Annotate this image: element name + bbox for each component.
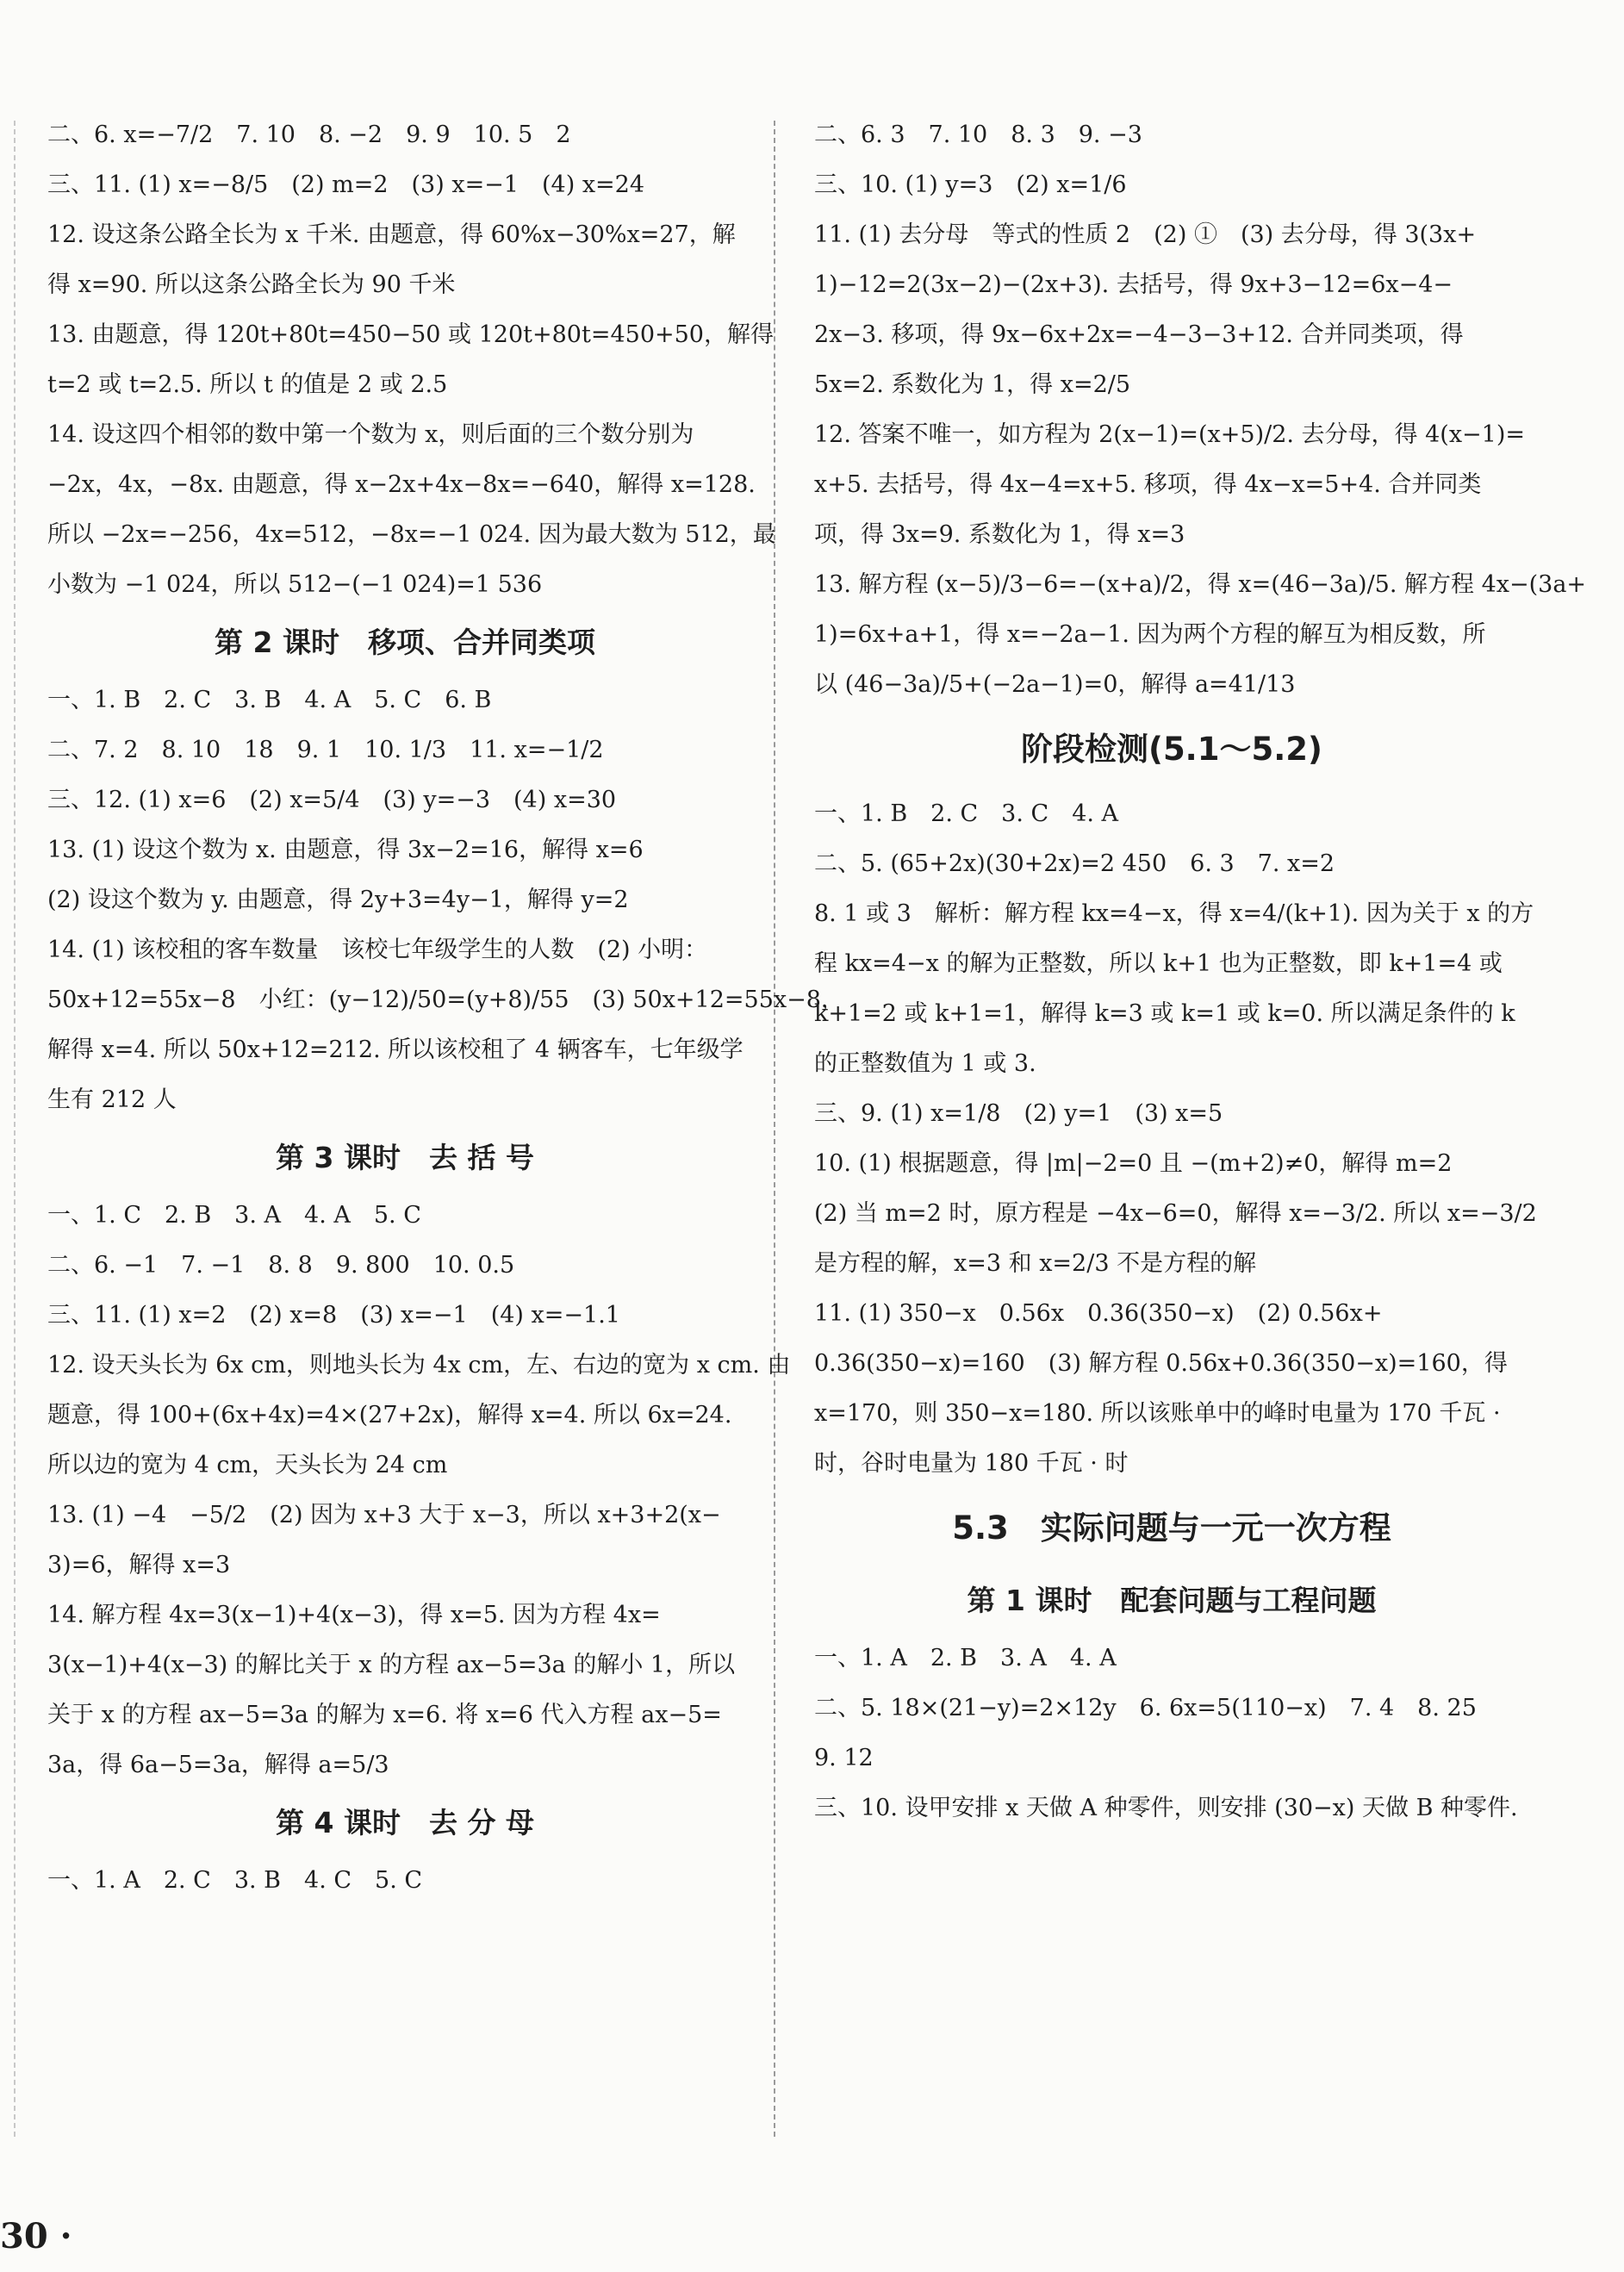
answer-line: 14. 解方程 4x=3(x−1)+4(x−3)，得 x=5. 因为方程 4x= xyxy=(47,1602,661,1628)
answer-line: 三、10. (1) y=3 (2) x=1/6 xyxy=(814,171,1127,198)
answer-line: t=2 或 t=2.5. 所以 t 的值是 2 或 2.5 xyxy=(47,371,448,398)
answer-line: 8. 1 或 3 解析：解方程 kx=4−x，得 x=4/(k+1). 因为关于 x 的方 xyxy=(814,900,1534,927)
answer-line: 一、1. B 2. C 3. C 4. A xyxy=(814,800,1119,827)
answer-line: 3a，得 6a−5=3a，解得 a=5/3 xyxy=(47,1752,389,1778)
answer-line: x+5. 去括号，得 4x−4=x+5. 移项，得 4x−x=5+4. 合并同类 xyxy=(814,471,1482,498)
answer-line: 13. (1) 设这个数为 x. 由题意，得 3x−2=16，解得 x=6 xyxy=(47,837,644,863)
answer-line: 以 (46−3a)/5+(−2a−1)=0，解得 a=41/13 xyxy=(814,671,1296,698)
answer-line: 小数为 −1 024，所以 512−(−1 024)=1 536 xyxy=(47,571,543,598)
answer-line: 0.36(350−x)=160 (3) 解方程 0.56x+0.36(350−x)=160，得 xyxy=(814,1350,1508,1377)
section-heading: 第 1 课时 配套问题与工程问题 xyxy=(967,1584,1377,1617)
answer-line: 得 x=90. 所以这条公路全长为 90 千米 xyxy=(47,271,456,298)
answer-line: 13. 解方程 (x−5)/3−6=−(x+a)/2，得 x=(46−3a)/5. 解方程 4x−(3a+ xyxy=(814,571,1587,598)
answer-line: 项，得 3x=9. 系数化为 1，得 x=3 xyxy=(814,521,1185,548)
answer-line: 12. 设这条公路全长为 x 千米. 由题意，得 60%x−30%x=27，解 xyxy=(47,221,736,248)
answer-line: 二、6. x=−7/2 7. 10 8. −2 9. 9 10. 5 2 xyxy=(47,121,571,148)
answer-line: 二、5. (65+2x)(30+2x)=2 450 6. 3 7. x=2 xyxy=(814,850,1335,877)
answer-line: −2x，4x，−8x. 由题意，得 x−2x+4x−8x=−640，解得 x=128. xyxy=(47,471,756,498)
answer-line: 1)=6x+a+1，得 x=−2a−1. 因为两个方程的解互为相反数，所 xyxy=(814,621,1486,648)
answer-line: 10. (1) 根据题意，得 |m|−2=0 且 −(m+2)≠0，解得 m=2 xyxy=(814,1150,1453,1177)
answer-line: 是方程的解，x=3 和 x=2/3 不是方程的解 xyxy=(814,1250,1257,1277)
answer-line: 14. (1) 该校租的客车数量 该校七年级学生的人数 (2) 小明： xyxy=(47,937,708,963)
answer-line: 一、1. B 2. C 3. B 4. A 5. C 6. B xyxy=(47,687,492,713)
answer-line: 所以 −2x=−256，4x=512，−8x=−1 024. 因为最大数为 512，最 xyxy=(47,521,776,548)
answer-line: 13. (1) −4 −5/2 (2) 因为 x+3 大于 x−3，所以 x+3+2(x− xyxy=(47,1502,721,1528)
answer-line: 13. 由题意，得 120t+80t=450−50 或 120t+80t=450+50，解得 xyxy=(47,321,774,348)
answer-line: 关于 x 的方程 ax−5=3a 的解为 x=6. 将 x=6 代入方程 ax−5= xyxy=(47,1702,722,1728)
answer-line: 12. 答案不唯一，如方程为 2(x−1)=(x+5)/2. 去分母，得 4(x−1)= xyxy=(814,421,1526,448)
answer-line: 50x+12=55x−8 小红：(y−12)/50=(y+8)/55 (3) 50x+12=55x−8， xyxy=(47,987,844,1013)
answer-line: 9. 12 xyxy=(814,1745,874,1771)
answer-line: x=170，则 350−x=180. 所以该账单中的峰时电量为 170 千瓦 · xyxy=(814,1400,1501,1427)
answer-line: 2x−3. 移项，得 9x−6x+2x=−4−3−3+12. 合并同类项，得 xyxy=(814,321,1464,348)
answer-line: 三、11. (1) x=2 (2) x=8 (3) x=−1 (4) x=−1.1 xyxy=(47,1302,620,1329)
answer-line: 三、9. (1) x=1/8 (2) y=1 (3) x=5 xyxy=(814,1100,1223,1127)
section-heading: 第 4 课时 去 分 母 xyxy=(276,1806,534,1839)
answer-line: 题意，得 100+(6x+4x)=4×(27+2x)，解得 x=4. 所以 6x=24. xyxy=(47,1402,732,1429)
section-heading: 第 3 课时 去 括 号 xyxy=(276,1141,534,1174)
column-divider xyxy=(774,121,775,2137)
answer-line: 3(x−1)+4(x−3) 的解比关于 x 的方程 ax−5=3a 的解小 1，所以 xyxy=(47,1652,736,1678)
answer-line: (2) 当 m=2 时，原方程是 −4x−6=0，解得 x=−3/2. 所以 x=−3/2 xyxy=(814,1200,1537,1227)
section-heading: 第 2 课时 移项、合并同类项 xyxy=(215,626,595,659)
answer-line: 11. (1) 去分母 等式的性质 2 (2) ① (3) 去分母，得 3(3x+ xyxy=(814,221,1477,248)
answer-line: k+1=2 或 k+1=1，解得 k=3 或 k=1 或 k=0. 所以满足条件的 k xyxy=(814,1000,1515,1027)
answer-line: 一、1. C 2. B 3. A 4. A 5. C xyxy=(47,1202,421,1229)
page-number: 30 · xyxy=(0,2216,72,2256)
answer-line: 3)=6，解得 x=3 xyxy=(47,1552,231,1578)
answer-line: 三、12. (1) x=6 (2) x=5/4 (3) y=−3 (4) x=30 xyxy=(47,787,617,813)
answer-line: 二、6. 3 7. 10 8. 3 9. −3 xyxy=(814,121,1142,148)
answer-line: 12. 设天头长为 6x cm，则地头长为 4x cm，左、右边的宽为 x cm. 由 xyxy=(47,1352,791,1379)
answer-line: 一、1. A 2. B 3. A 4. A xyxy=(814,1645,1117,1671)
answer-line: (2) 设这个数为 y. 由题意，得 2y+3=4y−1，解得 y=2 xyxy=(47,887,629,913)
binding-margin-dashes xyxy=(14,121,16,2137)
answer-line: 二、7. 2 8. 10 18 9. 1 10. 1/3 11. x=−1/2 xyxy=(47,737,604,763)
answer-line: 解得 x=4. 所以 50x+12=212. 所以该校租了 4 辆客车，七年级学 xyxy=(47,1036,744,1063)
answer-line: 一、1. A 2. C 3. B 4. C 5. C xyxy=(47,1867,423,1894)
answer-line: 时，谷时电量为 180 千瓦 · 时 xyxy=(814,1450,1129,1477)
answer-line: 二、6. −1 7. −1 8. 8 9. 800 10. 0.5 xyxy=(47,1252,515,1279)
answer-line: 1)−12=2(3x−2)−(2x+3). 去括号，得 9x+3−12=6x−4− xyxy=(814,271,1453,298)
answer-line: 所以边的宽为 4 cm，天头长为 24 cm xyxy=(47,1452,448,1478)
answer-line: 的正整数值为 1 或 3. xyxy=(814,1050,1036,1077)
section-heading: 5.3 实际问题与一元一次方程 xyxy=(952,1509,1391,1547)
answer-line: 三、11. (1) x=−8/5 (2) m=2 (3) x=−1 (4) x=24 xyxy=(47,171,645,198)
right-column xyxy=(814,110,1587,1833)
answer-line: 5x=2. 系数化为 1，得 x=2/5 xyxy=(814,371,1131,398)
section-heading: 阶段检测(5.1～5.2) xyxy=(1021,731,1322,768)
answer-line: 程 kx=4−x 的解为正整数，所以 k+1 也为正整数，即 k+1=4 或 xyxy=(814,950,1503,977)
answer-line: 二、5. 18×(21−y)=2×12y 6. 6x=5(110−x) 7. 4 8. 25 xyxy=(814,1695,1477,1721)
answer-line: 三、10. 设甲安排 x 天做 A 种零件，则安排 (30−x) 天做 B 种零件. xyxy=(814,1795,1518,1821)
answer-line: 生有 212 人 xyxy=(47,1086,177,1113)
answer-line: 11. (1) 350−x 0.56x 0.36(350−x) (2) 0.56x+ xyxy=(814,1300,1383,1327)
answer-line: 14. 设这四个相邻的数中第一个数为 x，则后面的三个数分别为 xyxy=(47,421,694,448)
